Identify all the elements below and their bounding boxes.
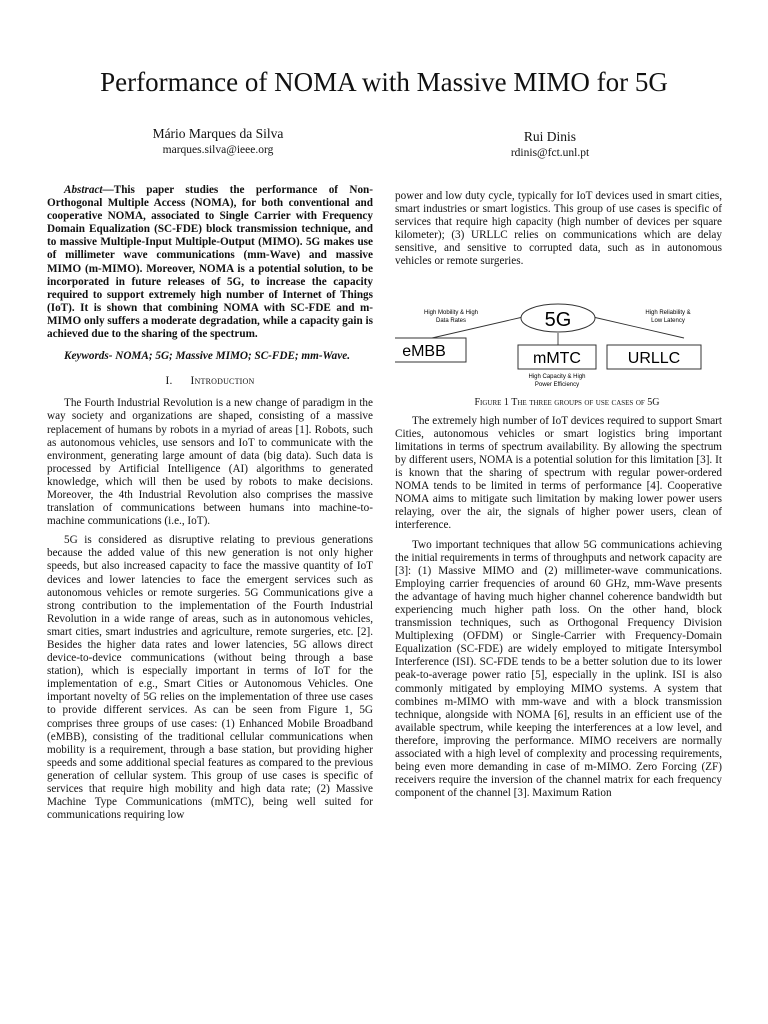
annotation-left-line2: Data Rates (435, 317, 467, 324)
figure-1 (395, 291, 722, 396)
right-column (395, 190, 722, 800)
box-label: mMTC (533, 349, 581, 367)
annotation-right-line2: Low Latency (651, 317, 685, 324)
author-1 (78, 125, 358, 158)
abstract (47, 184, 373, 341)
keywords: Keywords- NOMA; 5G; Massive MIMO; SC-FDE; mm-Wave. (64, 350, 350, 363)
figure-caption: Figure 1 The three groups of use cases of 5G (474, 396, 660, 408)
annotation-bottom-line1: High Capacity & High (528, 373, 586, 380)
author-email: rdinis@fct.unl.pt (510, 147, 590, 159)
author-2 (410, 128, 690, 161)
abstract-text: This paper studies the performance of Non-Orthogonal Multiple Access (NOMA), for both conventional and cooperative NOMA, associated to Single Carrier with Frequency Domain Equalization (SC-FDE) block transmission technique, and to massive Multiple-Input Multiple-Output (MIMO). 5G makes use of millimeter wave communications (mm-Wave) and massive MIMO (m-MIMO). Moreover, NOMA is a potential solution, to be incorporated in future releases of 5G, to increase the capacity required to support extremely high number of Internet of Things (IoT). It is shown that combining NOMA with SC-FDE and m-MIMO only suffers a moderate degradation, while a capacity gain is achieved due to the sharing of the spectrum. (47, 184, 373, 341)
section-number: I. (165, 375, 173, 388)
body-paragraph: The extremely high number of IoT devices required to support Smart Cities, autonomous vehicles or smart logistics bring important limitations in terms of spectrum availability. By allowing the spectrum by different users, NOMA is a potential solution for this limitation [3]. It is known that the sharing of spectrum with regular power-ordered NOMA tends to be limited in terms of performance [4]. Cooperative NOMA aims to mitigate such limitation by making lower power users relaying, over the air, the signals of higher power users, clean of interference. (395, 414, 722, 532)
body-paragraph: Two important techniques that allow 5G communications achieving the initial requirements in terms of throughputs and network capacity are [3]: (1) Massive MIMO and (2) millimeter-wave communications. Employing carrier frequencies of around 60 GHz, mm-Wave presents the advantage of having much higher channel coherence bandwidth but experiencing much higher path loss. On the other hand, block transmission techniques, such as Orthogonal Frequency Division Multiplexing (OFDM) or Single-Carrier with Frequency-Domain Equalization (SC-FDE) are widely employed to mitigate Intersymbol Interference (ISI). SC-FDE tends to be a better solution due to its lower peak-to-average power ratio [5], especially in the uplink. ISI is also commonly mitigated by employing MIMO systems. A system that combines m-MIMO with mm-wave and with a block transmission technique, alongside with NOMA [6], results in an efficient use of the available spectrum, while keeping the interferences at a low level, and therefore, improving the performance. MIMO receivers are normally associated with a high level of complexity and processing requirements, being even more demanding in case of m-MIMO. Zero Forcing (ZF) receivers require the inversion of the channel matrix for each frequency component of the channel [3]. Maximum Ration (395, 538, 722, 800)
body-paragraph: The Fourth Industrial Revolution is a new change of paradigm in the way society and organizations are shaped, consisting of a massive replacement of humans by robots in a myriad of areas [1]. Robots, such as autonomous vehicles, use sensors and IoT to communicate with the environment, generating large amount of data (big data). Such data is processed by Artificial Intelligence (AI) algorithms to generated knowledge, which will then be used by robots to make decisions. Moreover, the 4th Industrial Revolution also comprises the massive translation of communications between humans into machine-to-machine communications (i.e., IoT). (47, 397, 373, 528)
use-case-diagram (395, 291, 722, 396)
annotation-right-line1: High Reliability & (645, 309, 691, 316)
abstract-label: Abstract (64, 184, 103, 196)
abstract-dash: — (102, 184, 114, 196)
center-label: 5G (544, 308, 572, 331)
annotation-left-line1: High Mobility & High (423, 309, 479, 316)
box-label: eMBB (402, 342, 446, 360)
left-column (47, 184, 373, 822)
paper-title: Performance of NOMA with Massive MIMO for 5G (100, 67, 668, 97)
section-title: Introduction (190, 375, 255, 388)
body-paragraph: 5G is considered as disruptive relating to previous generations because the added value of this new generation is not only higher speeds, but also increased capacity to face the massive quantity of IoT devices and lower latencies to face the emergent services such as autonomous vehicles or remote surgeries. 5G Communications give a strong contribution to the implementation of the Fourth Industrial Revolution in a wide range of areas, such as in autonomous vehicles, smart cities, smart industries and agriculture, remote surgeries, etc. [2]. Besides the higher data rates and lower latencies, 5G allows direct device-to-device communications (without being through a base station), which is especially important in terms of IoT for the implementation of e.g., Smart Cities or Autonomous Vehicles. One important novelty of 5G relies on the implementation of three use cases to provide different services. As can be seen from Figure 1, 5G comprises three groups of use cases: (1) Enhanced Mobile Broadband (eMBB), consisting of the traditional cellular communications when mobility is a requirement, through a base station, but providing higher speeds and some additional special features as compared to the previous generation of cellular system. This group of use cases is specific of services that require high mobility and high data rate; (2) Massive Machine Type Communications (mMTC), being well suited for communications requiring low (47, 534, 373, 822)
body-paragraph: power and low duty cycle, typically for IoT devices used in smart cities, smart industries or smart logistics. This group of use cases is specific of services that require high capacity (high number of devices per square kilometer); (3) URLLC relies on communications which are delay sensitive, and sensitive to corrupted data, such as in autonomous vehicles or remote surgeries. (395, 190, 722, 268)
box-label: URLLC (627, 349, 681, 367)
annotation-bottom-line2: Power Efficiency (534, 381, 580, 388)
section-heading-introduction (47, 375, 373, 388)
author-email: marques.silva@ieee.org (162, 144, 274, 156)
author-name: Rui Dinis (523, 129, 577, 144)
author-name: Mário Marques da Silva (152, 126, 284, 141)
